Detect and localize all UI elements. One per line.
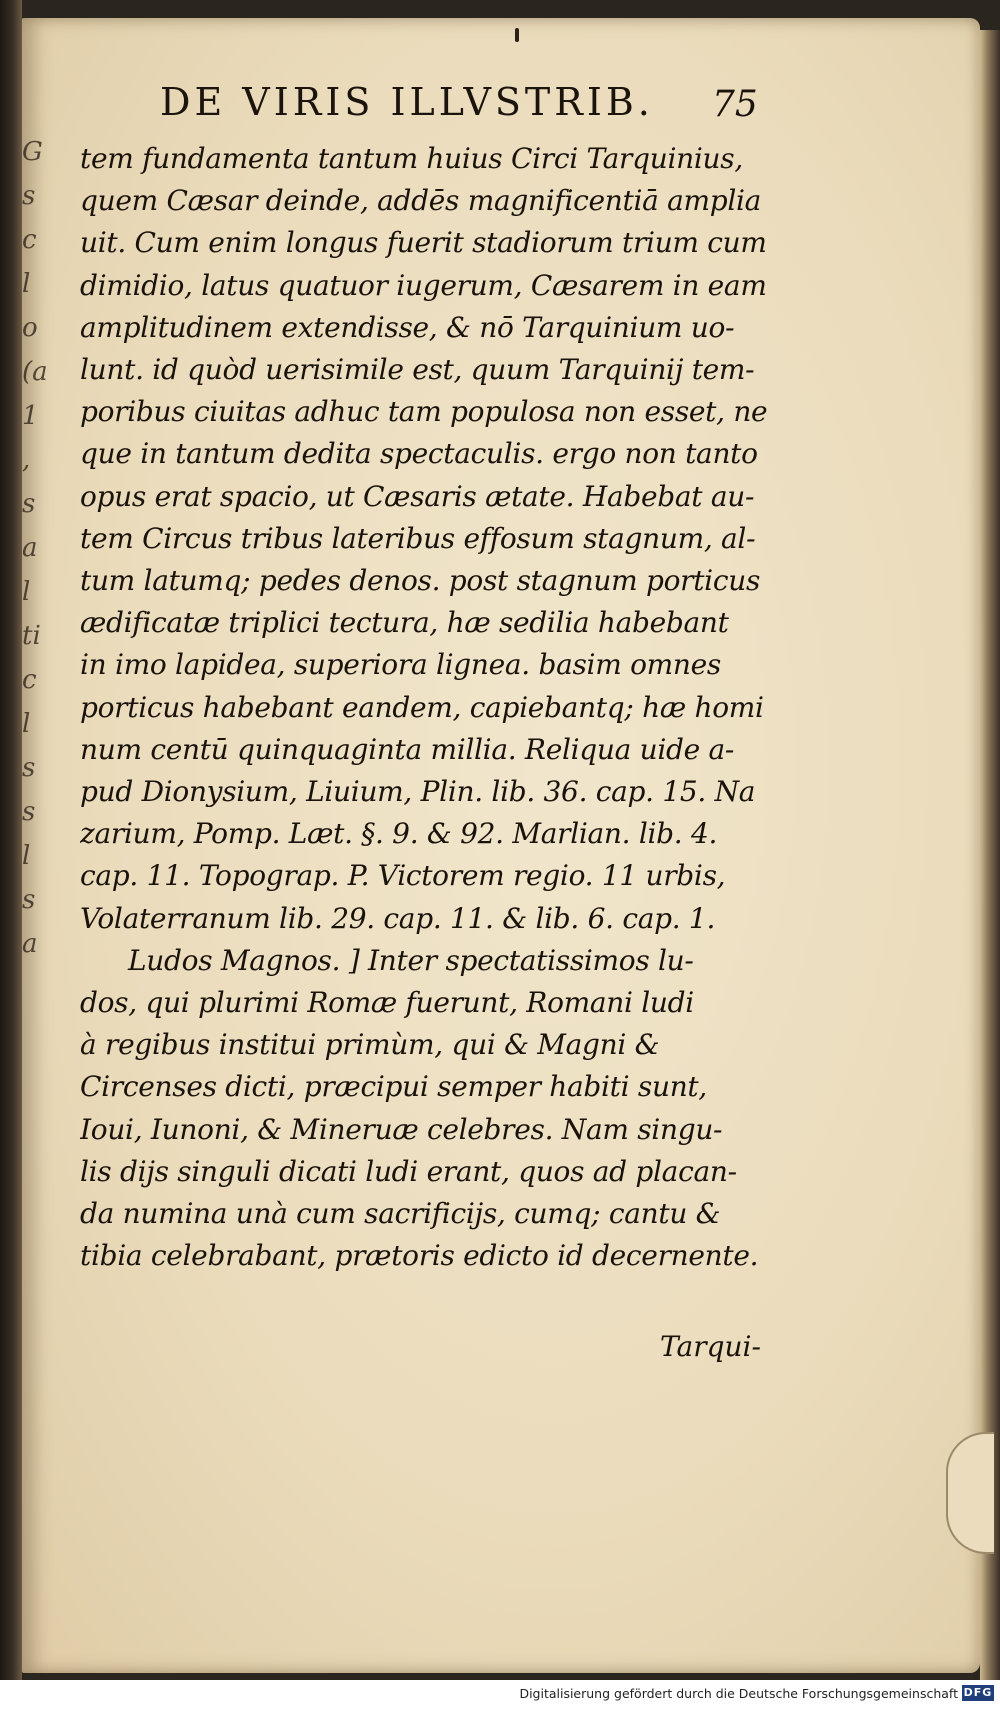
body-text — [80, 138, 770, 1277]
bleed-char: (a — [22, 357, 48, 387]
text-line: pud Dionysium, Liuium, Plin. lib. 36. cap. 15. Na — [80, 775, 756, 809]
text-line: que in tantum dedita spectaculis. ergo non tanto — [80, 437, 758, 471]
bleed-char: o — [22, 313, 38, 343]
bleed-char: s — [22, 885, 36, 915]
thumb-index-tab — [946, 1432, 994, 1554]
text-line: amplitudinem extendisse, & nō Tarquinium uo- — [80, 310, 735, 344]
bleed-char: c — [22, 665, 37, 695]
text-line-paragraph-start: Ludos Magnos. ] Inter spectatissimos lu- — [128, 943, 694, 977]
text-line: porticus habebant eandem, capiebantq; hæ homi — [80, 690, 764, 724]
running-head: DE VIRIS ILLVSTRIB. — [160, 80, 654, 124]
text-line: tum latumq; pedes denos. post stagnum porticus — [80, 564, 761, 598]
catchword: Tarqui- — [660, 1330, 761, 1363]
text-line: tem fundamenta tantum huius Circi Tarquinius, — [80, 142, 743, 175]
bleed-char: ti — [22, 621, 41, 651]
bleed-char: s — [22, 797, 36, 827]
bleed-char: a — [22, 929, 38, 959]
text-line: lunt. id quòd uerisimile est, quum Tarquinij tem- — [80, 353, 755, 387]
text-line: poribus ciuitas adhuc tam populosa non esset, ne — [80, 395, 768, 429]
text-line: cap. 11. Topograp. P. Victorem regio. 11 urbis, — [80, 859, 726, 893]
text-line: opus erat spacio, ut Cæsaris ætate. Habebat au- — [80, 479, 755, 513]
text-line: Circenses dicti, præcipui semper habiti sunt, — [80, 1070, 707, 1104]
text-line: uit. Cum enim longus fuerit stadiorum trium cum — [80, 226, 767, 260]
bleed-char: , — [22, 445, 31, 475]
text-line: ædificatæ triplici tectura, hæ sedilia habebant — [80, 606, 729, 640]
bleed-char: l — [22, 709, 31, 739]
facing-page-bleed — [22, 130, 48, 959]
dfg-logo-icon: DFG — [963, 1686, 993, 1699]
bleed-char: 1 — [22, 401, 39, 431]
bleed-char: G — [22, 137, 43, 167]
text-line: quem Cæsar deinde, addēs magnificentiā amplia — [80, 184, 762, 218]
ink-mark — [515, 28, 519, 42]
text-line: dimidio, latus quatuor iugerum, Cæsarem in eam — [80, 268, 767, 302]
bleed-char: s — [22, 181, 36, 211]
text-line: tem Circus tribus lateribus effosum stagnum, al- — [80, 521, 756, 555]
book-spine-shadow — [0, 0, 22, 1680]
text-line: dos, qui plurimi Romæ fuerunt, Romani ludi — [80, 986, 694, 1020]
text-line: Volaterranum lib. 29. cap. 11. & lib. 6. cap. 1. — [80, 901, 716, 935]
text-line: lis dijs singuli dicati ludi erant, quos ad placan- — [80, 1154, 737, 1188]
bleed-char: l — [22, 269, 31, 299]
footer-credit: Digitalisierung gefördert durch die Deutsche Forschungsgemeinschaft — [519, 1686, 958, 1701]
text-line: da numina unà cum sacrificijs, cumq; cantu & — [80, 1197, 721, 1231]
text-line: à regibus institui primùm, qui & Magni & — [80, 1028, 660, 1062]
text-line: tibia celebrabant, prætoris edicto id decernente. — [80, 1239, 759, 1273]
bleed-char: s — [22, 489, 36, 519]
bleed-char: a — [22, 533, 38, 563]
bleed-char: s — [22, 753, 36, 783]
bleed-char: l — [22, 841, 31, 871]
text-line: zarium, Pomp. Læt. §. 9. & 92. Marlian. lib. 4. — [80, 817, 718, 851]
bleed-char: c — [22, 225, 37, 255]
bleed-char: l — [22, 577, 31, 607]
text-line: in imo lapidea, superiora lignea. basim omnes — [80, 648, 721, 682]
text-line: Ioui, Iunoni, & Mineruæ celebres. Nam singu- — [80, 1112, 723, 1146]
text-line: num centū quinquaginta millia. Reliqua uide a- — [80, 732, 735, 766]
page-number: 75 — [712, 84, 758, 125]
